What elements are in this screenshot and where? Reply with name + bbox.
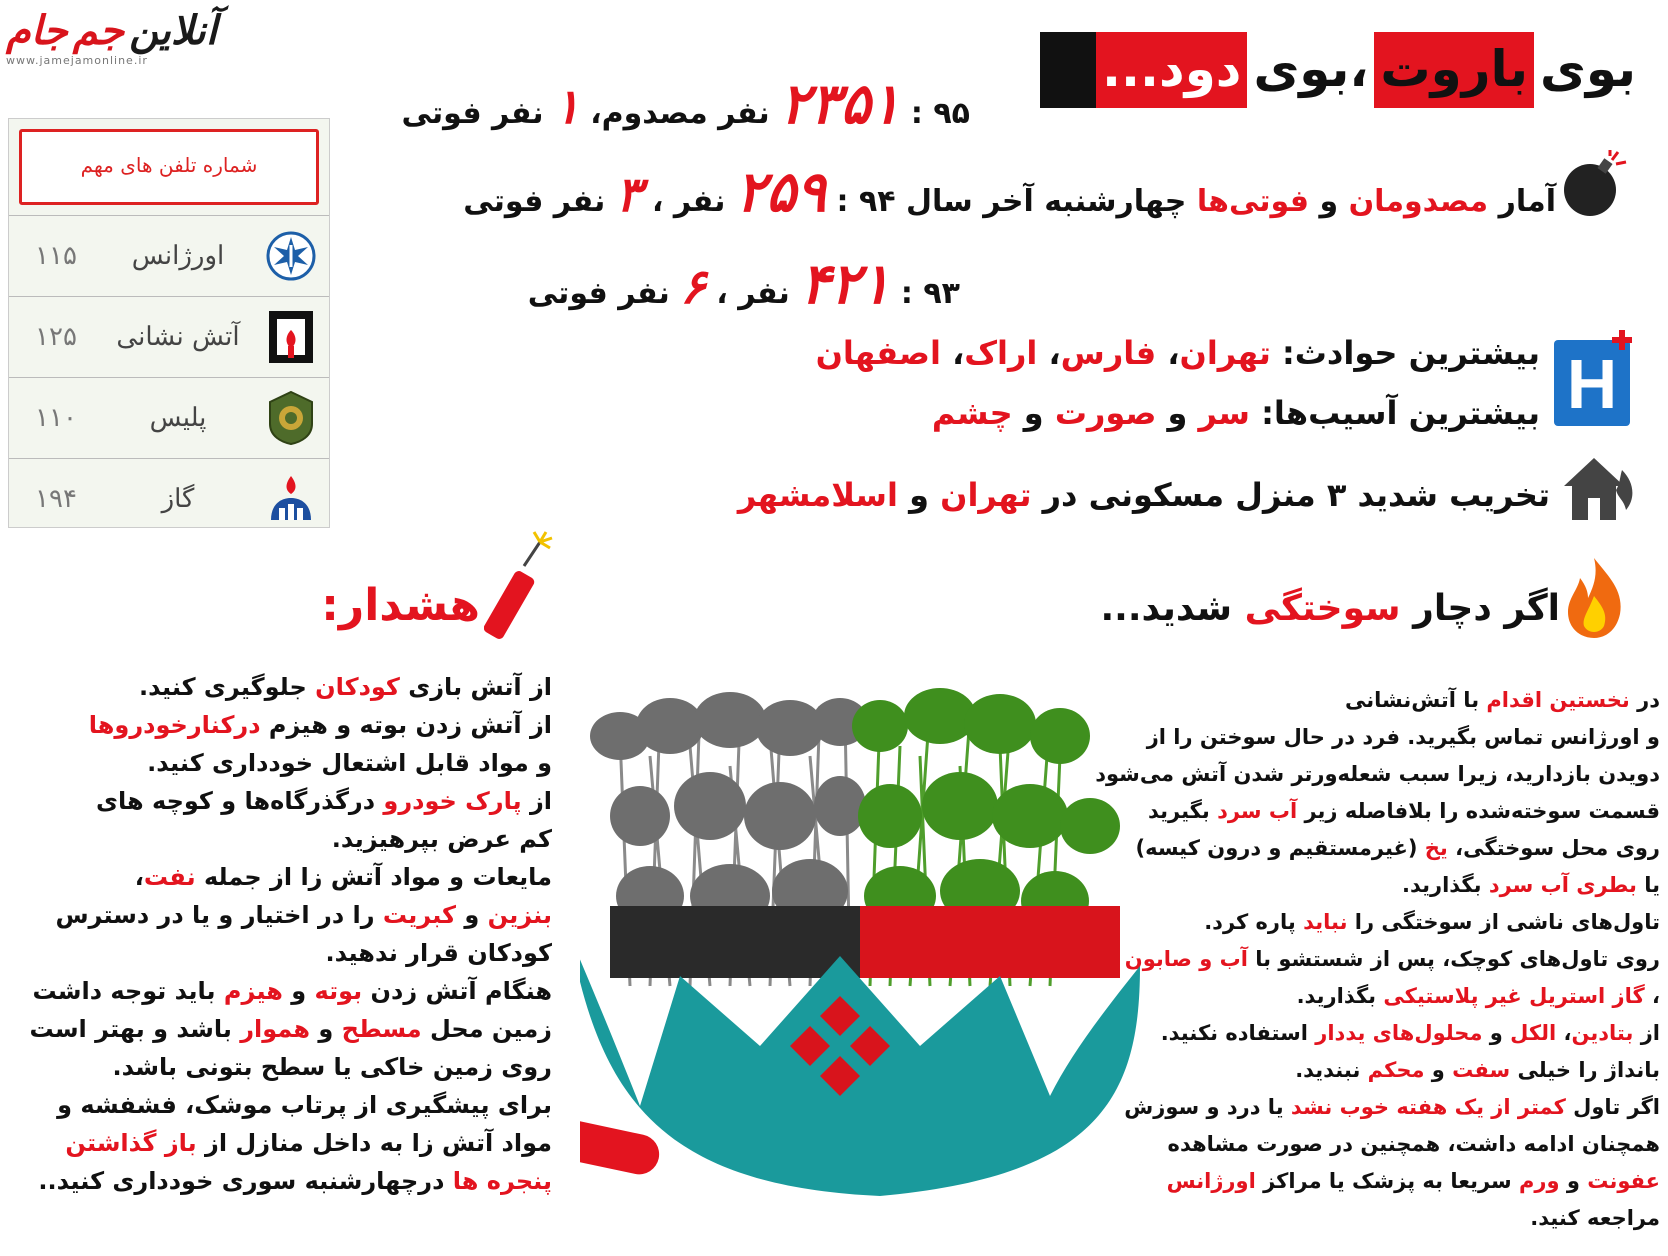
burn-line	[1100, 719, 1660, 756]
warning-line	[0, 896, 552, 934]
burn-line	[1100, 978, 1660, 1015]
body-text: از	[521, 787, 552, 815]
body-text: روی تاول‌های کوچک، پس از شستشو با	[1247, 947, 1660, 971]
highlight-text: بوته	[314, 977, 363, 1005]
fact-city: فارس	[1060, 334, 1157, 372]
body-text: در	[1629, 688, 1660, 712]
warning-line	[0, 744, 552, 782]
body-text: اگر تاول	[1565, 1095, 1660, 1119]
body-text: ،	[134, 863, 144, 891]
highlight-text: کودکان	[315, 673, 400, 701]
phone-number: ۱۱۰	[35, 403, 77, 433]
burn-line	[1100, 941, 1660, 978]
warning-line	[0, 820, 552, 858]
highlight-text: مسطح	[341, 1015, 422, 1043]
phone-label: آتش نشانی	[116, 322, 240, 352]
highlight-text: بنزین	[487, 901, 552, 929]
fact-injury: چشم	[931, 394, 1013, 432]
title-part-3: ،بوی	[1247, 32, 1374, 108]
stat-year-94	[430, 160, 1556, 225]
phone-row-emergency	[9, 215, 329, 296]
highlight-text: بتادین	[1571, 1021, 1634, 1045]
warning-line	[0, 858, 552, 896]
stat-year-93	[430, 252, 960, 317]
fact-city: تهران	[940, 476, 1032, 514]
bomb-icon	[1560, 150, 1630, 224]
body-text: و	[1482, 1021, 1511, 1045]
body-text: و	[1424, 1058, 1453, 1082]
logo-text-black: آنلاین	[129, 8, 217, 54]
highlight-text: نفت	[143, 863, 196, 891]
stat-text: نفر فوتی	[527, 276, 670, 311]
burn-line	[1100, 830, 1660, 867]
highlight-text: محکم	[1367, 1058, 1425, 1082]
highlight-text: هیزم	[223, 977, 283, 1005]
stat-injured: ۲۳۵۱	[780, 72, 901, 137]
highlight-text: گاز استریل غیر پلاستیکی	[1383, 984, 1645, 1008]
phone-label: پلیس	[149, 403, 207, 433]
highlight-text: یخ	[1424, 836, 1448, 860]
stat-text: نفر مصدوم،	[590, 96, 770, 131]
fire-department-icon	[265, 311, 317, 363]
body-text: روی محل سوختگی،	[1447, 836, 1660, 860]
fact-injury: سر	[1198, 394, 1250, 432]
body-text: و	[282, 977, 315, 1005]
body-text: یا درد و سوزش	[1124, 1095, 1291, 1119]
fact-text: و	[909, 476, 929, 514]
phone-row-gas	[9, 458, 329, 539]
stat-text: نفر فوتی	[401, 96, 544, 131]
body-text: و اورژانس تماس بگیرید. فرد در حال سوختن را از	[1146, 725, 1660, 749]
highlight-text: درکنارخودروها	[88, 711, 261, 739]
hospital-icon	[1552, 330, 1638, 434]
body-text: از	[1633, 1021, 1660, 1045]
stat-year: ۹۴ :	[836, 184, 896, 219]
highlight-text: آب سرد	[1217, 799, 1298, 823]
burn-line	[1100, 1052, 1660, 1089]
fact-label: بیشترین آسیب‌ها:	[1261, 394, 1540, 432]
burn-heading-c: شدید...	[1100, 588, 1233, 629]
highlight-text: باز گذاشتن	[65, 1129, 197, 1157]
burn-line	[1100, 793, 1660, 830]
body-text: استفاده نکنید.	[1160, 1021, 1316, 1045]
body-text: کم عرض بپرهیزید.	[331, 825, 552, 853]
warning-line	[0, 972, 552, 1010]
body-text: یا	[1636, 873, 1660, 897]
body-text: (غیرمستقیم و درون کیسه)	[1135, 836, 1425, 860]
body-text: روی زمین خاکی یا سطح بتونی باشد.	[112, 1053, 552, 1081]
body-text: از آتش بازی	[399, 673, 552, 701]
body-text: بانداژ را خیلی	[1510, 1058, 1660, 1082]
warning-line	[0, 934, 552, 972]
svg-text:H: H	[1566, 345, 1618, 423]
body-text: باشد و بهتر است	[29, 1015, 241, 1043]
title-part-1: بوی	[1534, 32, 1642, 108]
logo-url: www.jamejamonline.ir	[6, 54, 148, 67]
stat-year: ۹۳ :	[900, 276, 960, 311]
warning-heading: هشدار:	[321, 580, 480, 631]
title-part-4: دود...	[1096, 32, 1247, 108]
stat-text: نفر فوتی	[463, 184, 606, 219]
title-part-2: باروت	[1374, 32, 1534, 108]
burn-line	[1100, 1015, 1660, 1052]
stat-dead: ۶	[680, 259, 706, 315]
phones-header: شماره تلفن های مهم	[19, 129, 319, 205]
body-text: ،	[1644, 984, 1660, 1008]
stat-text: نفر ،	[651, 184, 726, 219]
body-text: ،	[1556, 1021, 1572, 1045]
phone-number: ۱۱۵	[35, 241, 77, 271]
stat-intro-c: و	[1319, 184, 1339, 219]
warning-line	[0, 1124, 552, 1162]
body-text: تاول‌های ناشی از سوختگی را	[1347, 910, 1660, 934]
warning-line	[0, 668, 552, 706]
warning-list	[0, 668, 552, 1200]
stat-year: ۹۵ :	[910, 96, 970, 131]
body-text: پاره کرد.	[1204, 910, 1304, 934]
stat-intro-e: چهارشنبه آخر سال	[906, 184, 1187, 219]
highlight-text: نخستین اقدام	[1486, 688, 1630, 712]
title-banner	[1040, 32, 1642, 108]
body-text: نبندید.	[1295, 1058, 1368, 1082]
highlight-text: محلول‌های یددار	[1315, 1021, 1483, 1045]
body-text: سریعا به پزشک یا مراکز	[1255, 1169, 1520, 1193]
body-text: دویدن بازدارید، زیرا سبب شعله‌ورتر شدن آتش می‌شود	[1095, 762, 1660, 786]
body-text: همچنان ادامه داشت، همچنین در صورت مشاهده	[1167, 1132, 1660, 1156]
body-text: درچهارشنبه سوری خودداری کنید..	[38, 1167, 453, 1195]
body-text: بگیرید	[1148, 799, 1218, 823]
warning-line	[0, 1048, 552, 1086]
stat-intro-b: مصدومان	[1348, 184, 1489, 219]
gas-company-icon	[265, 473, 317, 525]
highlight-text: الکل	[1510, 1021, 1557, 1045]
body-text: باید توجه داشت	[32, 977, 224, 1005]
burn-line	[1095, 756, 1660, 793]
highlight-text: ورم	[1519, 1169, 1560, 1193]
stat-year-95	[350, 72, 970, 137]
highlight-text: بطری آب سرد	[1488, 873, 1637, 897]
body-text: و	[456, 901, 488, 929]
phone-row-fire	[9, 296, 329, 377]
burn-line	[1100, 1200, 1660, 1237]
phone-label: اورژانس	[131, 241, 225, 271]
burn-line	[1100, 682, 1660, 719]
body-text: را در اختیار و یا در دسترس	[55, 901, 383, 929]
logo-text-red: جم	[72, 8, 125, 54]
sabzeh-illustration	[580, 676, 1180, 1252]
fact-city: اصفهان	[815, 334, 941, 372]
phone-number: ۱۲۵	[35, 322, 77, 352]
highlight-text: پارک خودرو	[383, 787, 522, 815]
phone-number: ۱۹۴	[35, 484, 77, 514]
phone-row-police	[9, 377, 329, 458]
stat-injured: ۴۲۱	[800, 252, 891, 317]
burn-line	[1100, 1126, 1660, 1163]
burn-line	[1100, 867, 1660, 904]
warning-line	[0, 706, 552, 744]
warning-line	[0, 1086, 552, 1124]
highlight-text: نباید	[1303, 910, 1348, 934]
body-text: مراجعه کنید.	[1530, 1206, 1660, 1230]
burn-instructions	[1095, 682, 1660, 1237]
highlight-text: اورژانس	[1166, 1169, 1256, 1193]
body-text: و	[310, 1015, 342, 1043]
fact-injury: صورت	[1054, 394, 1157, 432]
fact-city: اراک	[964, 334, 1038, 372]
stat-dead: ۳	[615, 167, 642, 223]
highlight-text: کمتر از یک هفته خوب نشد	[1290, 1095, 1566, 1119]
phone-label: گاز	[161, 484, 195, 514]
site-logo[interactable]	[6, 8, 322, 78]
fact-text: تخریب شدید ۳ منزل مسکونی در	[1042, 476, 1550, 514]
warning-line	[0, 782, 552, 820]
burn-line	[1100, 1089, 1660, 1126]
ambulance-star-icon	[265, 230, 317, 282]
highlight-text: سفت	[1452, 1058, 1511, 1082]
body-text: بگذارید.	[1296, 984, 1384, 1008]
phone-numbers-card	[8, 118, 330, 528]
firecracker-icon	[484, 530, 564, 644]
stat-intro-d: فوتی‌ها	[1196, 184, 1310, 219]
body-text: قسمت سوخته‌شده را بلافاصله زیر	[1297, 799, 1660, 823]
body-text: کودکان قرار ندهید.	[325, 939, 552, 967]
highlight-text: آب و صابون	[1124, 947, 1248, 971]
body-text: و مواد قابل اشتعال خودداری کنید.	[147, 749, 552, 777]
body-text: درگذرگاه‌ها و کوچه های	[96, 787, 384, 815]
logo-text-red-2: جام	[6, 8, 68, 54]
body-text: از آتش زدن بوته و هیزم	[260, 711, 552, 739]
burn-line	[1100, 1163, 1660, 1200]
house-fire-icon	[1560, 450, 1640, 528]
body-text: بگذارید.	[1402, 873, 1489, 897]
body-text: با آتش‌نشانی	[1344, 688, 1487, 712]
burn-heading	[1100, 588, 1560, 629]
highlight-text: پنجره ها	[452, 1167, 552, 1195]
body-text: هنگام آتش زدن	[362, 977, 552, 1005]
body-text: جلوگیری کنید.	[139, 673, 316, 701]
fact-accidents: بیشترین حوادث: تهران، فارس، اراک، اصفهان	[815, 334, 1540, 372]
burn-heading-a: اگر دچار	[1413, 588, 1560, 629]
stat-dead: ۱	[554, 79, 580, 135]
fact-label: بیشترین حوادث:	[1281, 334, 1540, 372]
body-text: زمین محل	[421, 1015, 552, 1043]
burn-line	[1100, 904, 1660, 941]
highlight-text: کبریت	[382, 901, 456, 929]
stat-intro-a: آمار	[1498, 184, 1556, 219]
stat-text: نفر ،	[716, 276, 790, 311]
flame-icon	[1564, 556, 1626, 644]
fact-city: تهران	[1179, 334, 1271, 372]
body-text: مواد آتش زا به داخل منازل از	[196, 1129, 552, 1157]
body-text: و	[1559, 1169, 1588, 1193]
warning-line	[0, 1162, 552, 1200]
fact-city: اسلامشهر	[737, 476, 898, 514]
body-text: برای پیشگیری از پرتاب موشک، فشفشه و	[57, 1091, 552, 1119]
warning-line	[0, 1010, 552, 1048]
stat-injured: ۲۵۹	[735, 160, 827, 225]
highlight-text: هموار	[240, 1015, 311, 1043]
police-badge-icon	[265, 392, 317, 444]
burn-heading-b: سوختگی	[1244, 588, 1401, 629]
fact-injuries: بیشترین آسیب‌ها: سر و صورت و چشم	[931, 394, 1540, 432]
highlight-text: عفونت	[1587, 1169, 1660, 1193]
fact-destruction	[700, 476, 1550, 514]
body-text: مایعات و مواد آتش زا از جمله	[195, 863, 552, 891]
